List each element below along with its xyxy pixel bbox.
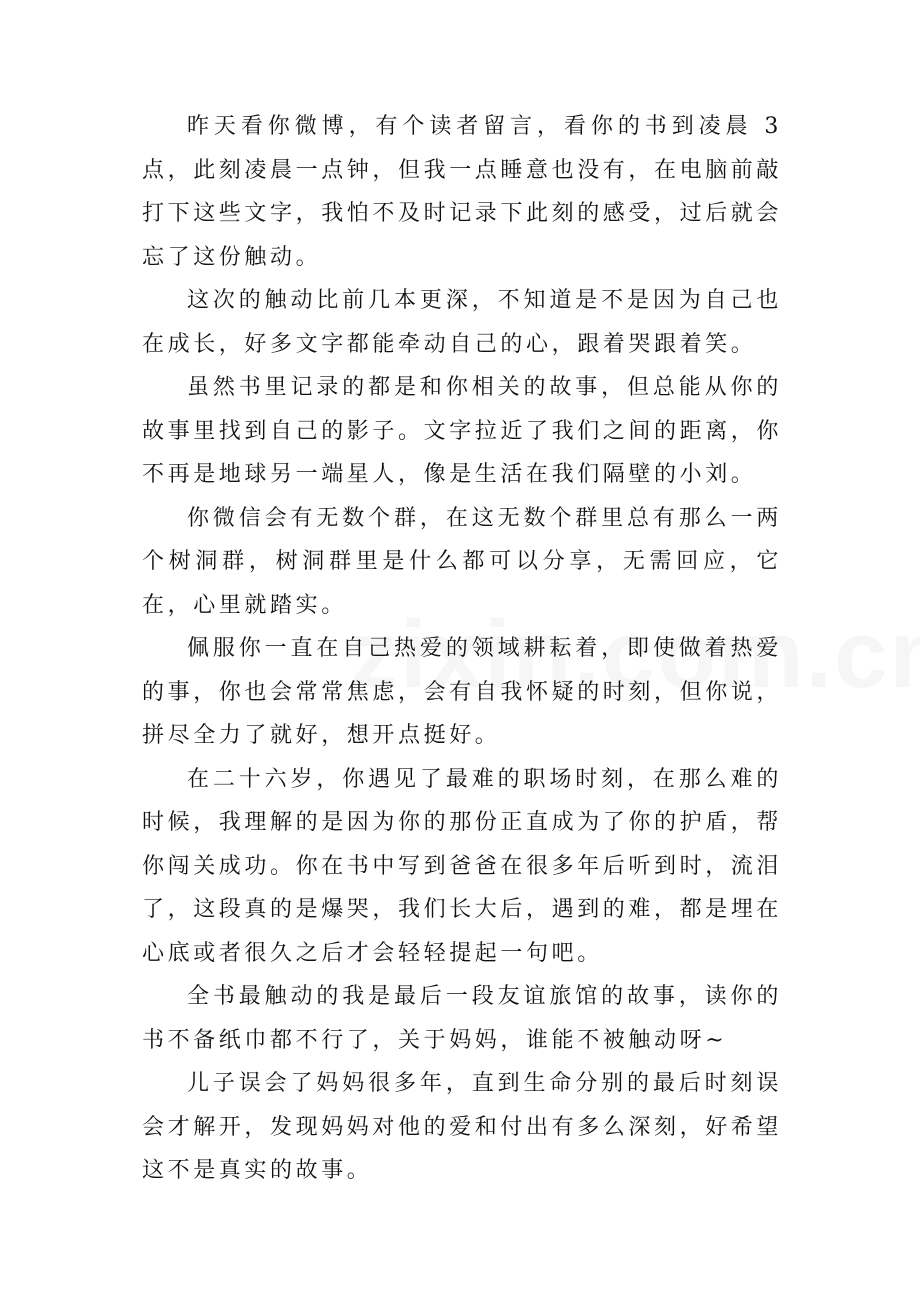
paragraph: 在二十六岁，你遇见了最难的职场时刻，在那么难的时候，我理解的是因为你的那份正直成为了你的护盾，帮你闯关成功。你在书中写到爸爸在很多年后听到时，流泪了，这段真的是爆哭，我们长大后，遇到的难，都是埋在心底或者很久之后才会轻轻提起一句吧。 [142, 766, 783, 966]
paragraph: 佩服你一直在自己热爱的领域耕耘着，即使做着热爱的事，你也会常常焦虑，会有自我怀疑的时刻，但你说，拼尽全力了就好，想开点挺好。 [142, 636, 783, 748]
paragraph: 全书最触动的我是最后一段友谊旅馆的故事，读你的书不备纸巾都不行了，关于妈妈，谁能不被触动呀~ [142, 984, 782, 1053]
document-body [142, 105, 782, 1193]
paragraph: 昨天看你微博，有个读者留言，看你的书到凌晨 3 点，此刻凌晨一点钟，但我一点睡意也没有，在电脑前敲打下这些文字，我怕不及时记录下此刻的感受，过后就会忘了这份触动。 [142, 114, 783, 270]
paragraph: 虽然书里记录的都是和你相关的故事，但总能从你的故事里找到自己的影子。文字拉近了我们之间的距离，你不再是地球另一端星人，像是生活在我们隔壁的小刘。 [142, 375, 783, 487]
paragraph: 儿子误会了妈妈很多年，直到生命分别的最后时刻误会才解开，发现妈妈对他的爱和付出有多么深刻，好希望这不是真实的故事。 [142, 1071, 783, 1183]
paragraph: 这次的触动比前几本更深，不知道是不是因为自己也在成长，好多文字都能牵动自己的心，跟着哭跟着笑。 [142, 288, 782, 357]
paragraph: 你微信会有无数个群，在这无数个群里总有那么一两个树洞群，树洞群里是什么都可以分享，无需回应，它在，心里就踏实。 [142, 505, 782, 618]
